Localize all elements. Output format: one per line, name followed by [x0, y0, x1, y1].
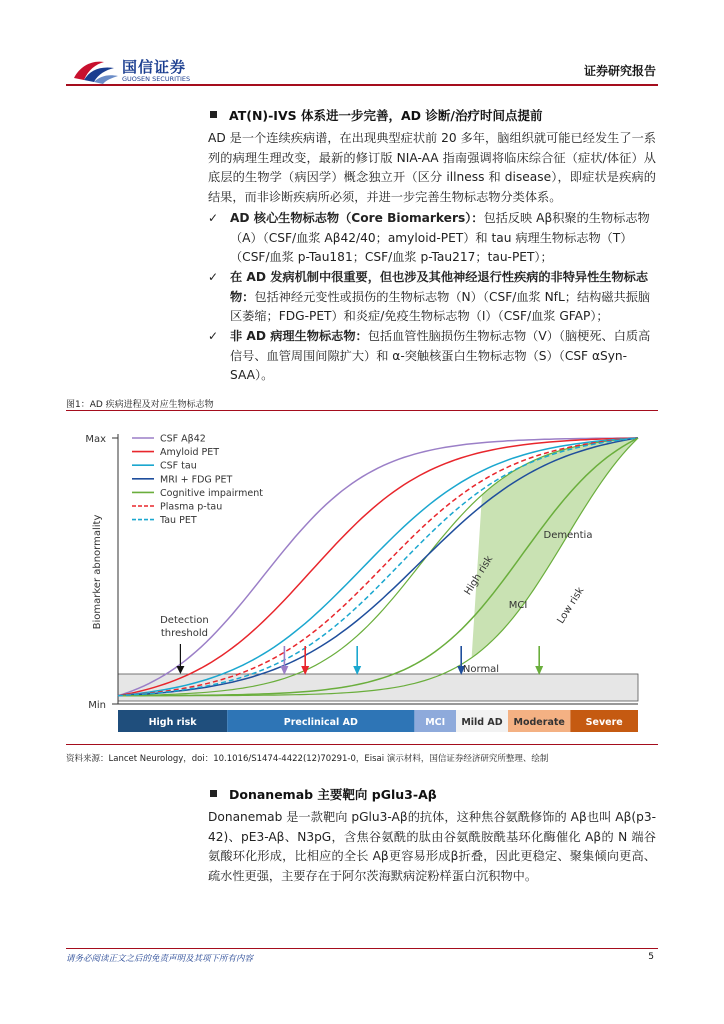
- company-logo: [70, 52, 210, 92]
- logo-name-en: GUOSEN SECURITIES: [122, 75, 191, 83]
- y-axis-label: Biomarker abnormality: [92, 514, 103, 630]
- stage-label-2: MCI: [425, 717, 446, 728]
- legend-label-0: CSF Aβ42: [160, 433, 206, 445]
- region-label-4: Low risk: [555, 585, 587, 626]
- legend-label-5: Plasma p-tau: [160, 501, 223, 513]
- square-bullet-icon: [210, 790, 217, 797]
- stage-label-5: Severe: [585, 717, 623, 728]
- y-tick-label-min: Min: [88, 700, 106, 711]
- check-icon: ✓: [208, 270, 219, 284]
- figure-bottom-divider: [66, 744, 658, 745]
- region-label-3: High risk: [462, 554, 496, 598]
- legend-label-1: Amyloid PET: [160, 447, 220, 459]
- legend-label-4: Cognitive impairment: [160, 487, 263, 499]
- detection-threshold-label: threshold: [160, 628, 208, 639]
- normal-band: [118, 674, 638, 701]
- stage-label-0: High risk: [148, 717, 197, 728]
- guosen-logo-icon: [70, 52, 120, 86]
- disclaimer-text: 请务必阅读正文之后的免责声明及其项下所有内容: [66, 954, 254, 964]
- bullet-text: 包括血管性脑损伤生物标志物（V）（脑梗死、白质高信号、血管周围间隙扩大）和 α-突触核蛋白生物标志物（S）（CSF αSyn-SAA）。: [230, 329, 651, 383]
- logo-name-cn: 国信证券: [122, 58, 187, 76]
- dementia-region: [472, 438, 638, 658]
- figure-top-divider: [66, 410, 658, 411]
- figure-source: 资料来源：Lancet Neurology，doi：10.1016/S1474-4422(12)70291-0，Eisai 演示材料，国信证券经济研究所整理、绘制: [66, 754, 549, 764]
- detection-threshold-label: Detection: [160, 615, 209, 626]
- figure-title: 图1：AD 疾病进程及对应生物标志物: [66, 400, 214, 410]
- detection-threshold-arrowhead: [176, 666, 184, 674]
- body-paragraph: Donanemab 是一款靶向 pGlu3-Aβ的抗体，这种焦谷氨酰修饰的 Aβ也叫 Aβ(p3-42)、pE3-Aβ、N3pG，含焦谷氨酰的肽由谷氨酰胺酰基环化酶催化 Aβ的 N 端谷氨酸环化形成，比相应的全长 Aβ更容易形成β折叠，因此更稳定、聚集倾向更高、疏水性更强，主要存在于阿尔茨海默病淀粉样蛋白沉积物中。: [208, 810, 656, 883]
- region-label-2: Dementia: [543, 530, 593, 541]
- body-paragraph: AD 是一个连续疾病谱，在出现典型症状前 20 多年，脑组织就可能已经发生了一系列的病理生理改变，最新的修订版 NIA-AA 指南强调将临床综合征（症状/体征）从底层的生物学（病因学）概念独立开（区分 illness 和 disease），即症状是疾病的结果，而非诊断疾病所必须，并进一步完善生物标志物分类体系。: [208, 131, 656, 204]
- section-title-text: AT(N)-IVS 体系进一步完善，AD 诊断/治疗时间点提前: [229, 108, 543, 123]
- bullet-item: [208, 209, 656, 268]
- stage-label-1: Preclinical AD: [283, 717, 358, 728]
- bullet-text: 包括神经元变性或损伤的生物标志物（N）（CSF/血浆 NfL；结构磁共振脑区萎缩；FDG-PET）和炎症/免疫生物标志物（I）（CSF/血浆 GFAP）；: [230, 289, 651, 324]
- page-number: 5: [648, 952, 654, 962]
- check-icon: ✓: [208, 329, 219, 343]
- legend-label-6: Tau PET: [160, 515, 197, 527]
- stage-label-4: Moderate: [513, 717, 565, 728]
- bullet-bold: AD 核心生物标志物（Core Biomarkers）：: [230, 211, 484, 225]
- ad-progression-chart: [66, 412, 658, 742]
- y-tick-label-max: Max: [85, 434, 106, 445]
- check-icon: ✓: [208, 211, 219, 225]
- bullet-bold: 在 AD 发病机制中很重要，但也涉及其他神经退行性疾病的非特异性生物标志物：: [230, 270, 649, 304]
- report-type: 证券研究报告: [583, 64, 656, 78]
- section-title: [210, 106, 542, 124]
- footer-divider: [66, 948, 658, 949]
- section-title: [210, 785, 437, 803]
- header-divider: [66, 84, 658, 86]
- legend-label-2: CSF tau: [160, 460, 197, 472]
- stage-label-3: Mild AD: [461, 717, 503, 728]
- square-bullet-icon: [210, 111, 217, 118]
- section-title-text: Donanemab 主要靶向 pGlu3-Aβ: [229, 787, 437, 802]
- region-label-0: Normal: [462, 664, 500, 675]
- bullet-item: [208, 327, 656, 386]
- region-label-1: MCI: [508, 600, 528, 611]
- legend-label-3: MRI + FDG PET: [160, 474, 233, 486]
- bullet-bold: 非 AD 病理生物标志物：: [230, 329, 368, 343]
- bullet-text: 包括反映 Aβ积聚的生物标志物（A）（CSF/血浆 Aβ42/40；amyloid-PET）和 tau 病理生物标志物（T）（CSF/血浆 p-Tau181；CSF/血浆 p-Tau217；tau-PET）；: [230, 211, 650, 265]
- bullet-item: [208, 268, 656, 327]
